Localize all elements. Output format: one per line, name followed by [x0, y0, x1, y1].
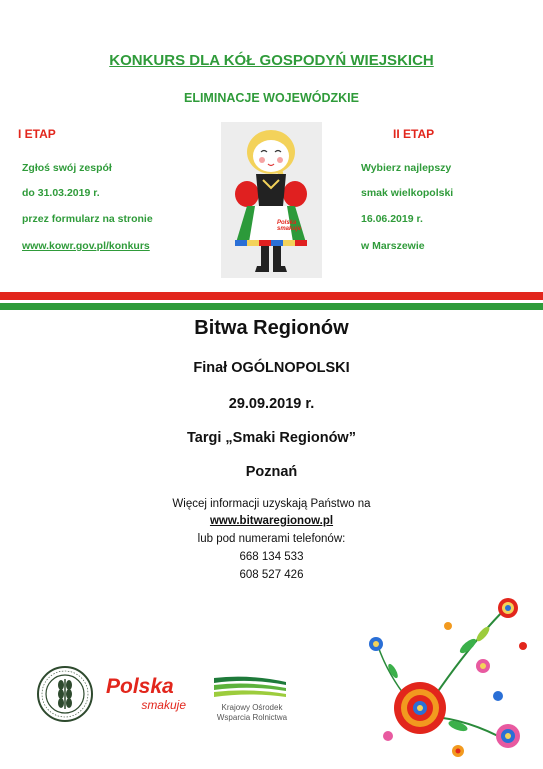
- doll-figure-icon: [221, 122, 322, 278]
- folk-flower-ornament: [358, 586, 538, 764]
- final-venue: Targi „Smaki Regionów”: [187, 430, 356, 446]
- red-stripe: [0, 292, 543, 300]
- kowr-logo: [212, 676, 292, 726]
- stage2-line: 16.06.2019 r.: [361, 213, 423, 225]
- kowr-name: Wsparcia Rolnictwa: [216, 713, 288, 722]
- stage2-line: smak wielkopolski: [361, 187, 454, 199]
- stage1-line: Zgłoś swój zespół: [22, 162, 112, 174]
- final-stage: Finał OGÓLNOPOLSKI: [193, 360, 350, 376]
- final-date: 29.09.2019 r.: [228, 396, 315, 412]
- stage2-line: Wybierz najlepszy: [361, 162, 452, 174]
- stage1-link[interactable]: www.kowr.gov.pl/konkurs: [22, 240, 150, 252]
- stage2-line: w Marszewie: [361, 240, 425, 252]
- stage1-line: przez formularz na stronie: [22, 213, 153, 225]
- stage1-line: do 31.03.2019 r.: [22, 187, 100, 199]
- polska-smakuje-logo: [106, 676, 186, 720]
- green-stripe: [0, 303, 543, 310]
- event-title: Bitwa Regionów: [194, 317, 349, 339]
- doll-illustration: [221, 122, 322, 278]
- smakuje-word: smakuje: [141, 698, 186, 712]
- fields-icon: [212, 676, 288, 698]
- info-link-row: [0, 515, 543, 527]
- phone-number: 668 134 533: [239, 551, 304, 563]
- info-line: lub pod numerami telefonów:: [197, 533, 346, 545]
- flower-decoration-icon: [358, 586, 538, 764]
- ministry-seal-logo: [36, 665, 94, 723]
- phone-number: 608 527 426: [239, 569, 304, 581]
- stage2-heading: II ETAP: [393, 127, 435, 141]
- website-link[interactable]: www.bitwaregionow.pl: [209, 515, 334, 527]
- kowr-name: Krajowy Ośrodek: [221, 703, 283, 712]
- polska-word: Polska: [106, 675, 174, 698]
- info-line: Więcej informacji uzyskają Państwo na: [172, 498, 371, 510]
- seal-icon: [36, 665, 94, 723]
- final-city: Poznań: [245, 464, 298, 480]
- apron-logo-text: Polska smakuje: [277, 220, 302, 232]
- page-title: KONKURS DLA KÓŁ GOSPODYŃ WIEJSKICH: [109, 52, 434, 69]
- stage1-heading: I ETAP: [18, 127, 56, 141]
- page-subtitle: ELIMINACJE WOJEWÓDZKIE: [183, 91, 359, 105]
